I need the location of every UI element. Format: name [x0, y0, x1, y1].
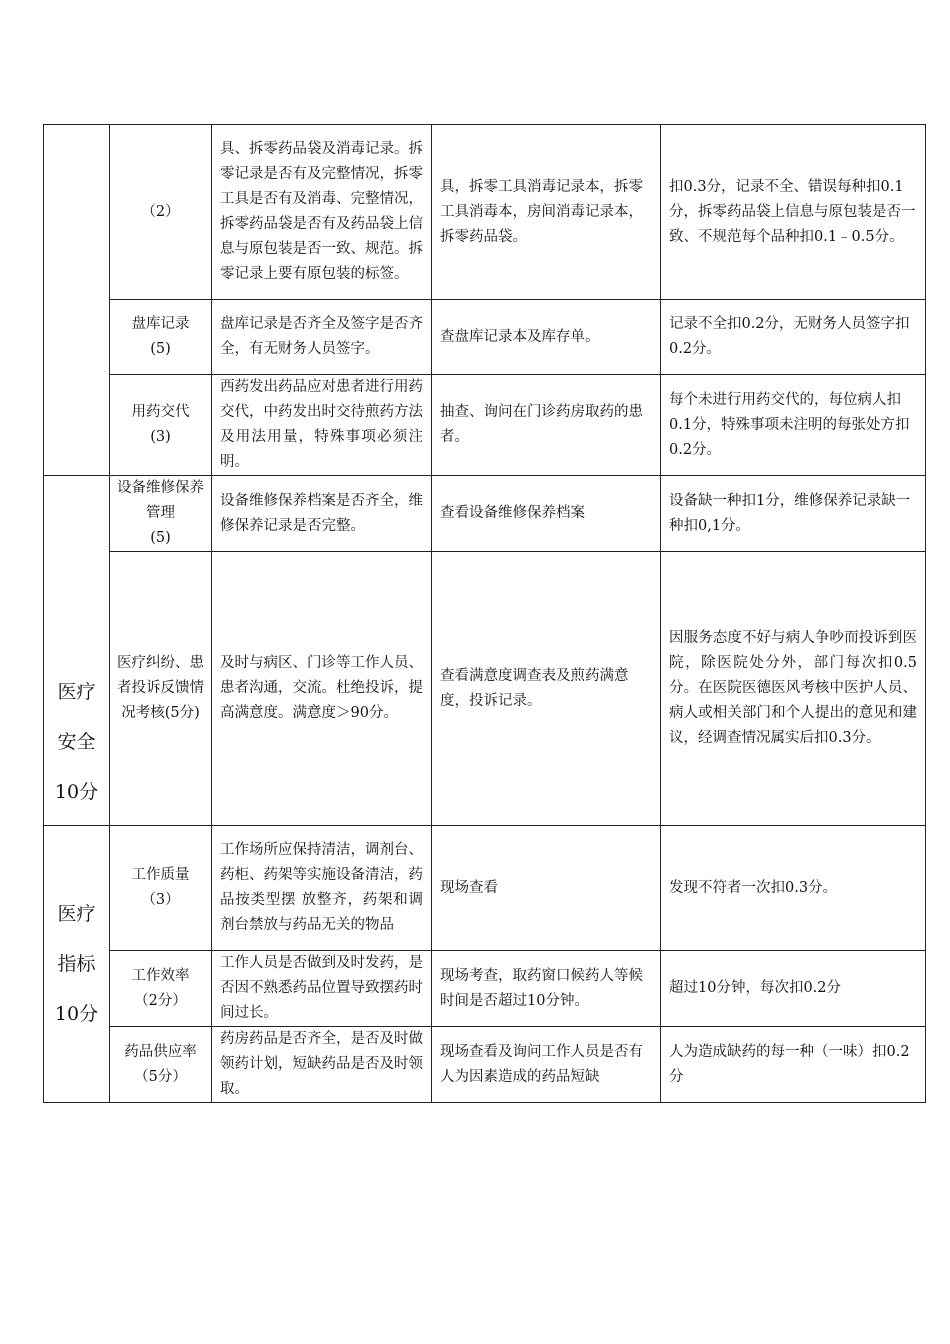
- table-row: [44, 951, 926, 1027]
- method-cell: 查盘库记录本及库存单。: [432, 300, 661, 375]
- content-cell: 药房药品是否齐全，是否及时做领药计划，短缺药品是否及时领取。: [212, 1027, 432, 1103]
- table-row: [44, 375, 926, 476]
- item-cell: 工作效率 （2分）: [110, 951, 212, 1027]
- content-cell: 盘库记录是否齐全及签字是否齐全，有无财务人员签字。: [212, 300, 432, 375]
- item-cell: 用药交代 (3): [110, 375, 212, 476]
- table-row: [44, 300, 926, 375]
- deduction-cell: 发现不符者一次扣0.3分。: [661, 826, 926, 951]
- evaluation-table: [43, 124, 926, 1103]
- item-cell: 药品供应率 （5分）: [110, 1027, 212, 1103]
- content-cell: 具、拆零药品袋及消毒记录。拆零记录是否有及完整情况，拆零工具是否有及消毒、完整情况，拆零药品袋是否有及药品袋上信息与原包装是否一致、规范。拆零记录上要有原包装的标签。: [212, 125, 432, 300]
- table-row: [44, 1027, 926, 1103]
- content-cell: 工作场所应保持清洁，调剂台、药柜、药架等实施设备清洁，药品按类型摆 放整齐，药架和调剂台禁放与药品无关的物品: [212, 826, 432, 951]
- content-cell: 及时与病区、门诊等工作人员、患者沟通，交流。杜绝投诉，提高满意度。满意度＞90分。: [212, 552, 432, 826]
- table-row: [44, 125, 926, 300]
- method-cell: 现场考查，取药窗口候药人等候时间是否超过10分钟。: [432, 951, 661, 1027]
- table-row: [44, 826, 926, 951]
- table-row: [44, 552, 926, 826]
- item-cell: 盘库记录 (5): [110, 300, 212, 375]
- deduction-cell: 记录不全扣0.2分，无财务人员签字扣0.2分。: [661, 300, 926, 375]
- method-cell: 查看设备维修保养档案: [432, 476, 661, 552]
- category-cell-indicators: 医疗 指标 10分: [44, 826, 110, 1103]
- deduction-cell: 设备缺一种扣1分，维修保养记录缺一种扣0,1分。: [661, 476, 926, 552]
- deduction-cell: 人为造成缺药的每一种（一味）扣0.2分: [661, 1027, 926, 1103]
- table-row: [44, 476, 926, 552]
- deduction-cell: 因服务态度不好与病人争吵而投诉到医院，除医院处分外，部门每次扣0.5分。在医院医德医风考核中医护人员、病人或相关部门和个人提出的意见和建议，经调查情况属实后扣0.3分。: [661, 552, 926, 826]
- content-cell: 设备维修保养档案是否齐全，维修保养记录是否完整。: [212, 476, 432, 552]
- method-cell: 现场查看及询问工作人员是否有人为因素造成的药品短缺: [432, 1027, 661, 1103]
- deduction-cell: 扣0.3分，记录不全、错误每种扣0.1分，拆零药品袋上信息与原包装是否一致、不规范每个品种扣0.1﹣0.5分。: [661, 125, 926, 300]
- item-cell: （2）: [110, 125, 212, 300]
- deduction-cell: 每个未进行用药交代的，每位病人扣0.1分，特殊事项未注明的每张处方扣0.2分。: [661, 375, 926, 476]
- item-cell: 设备维修保养管理 (5): [110, 476, 212, 552]
- content-cell: 工作人员是否做到及时发药，是否因不熟悉药品位置导致摆药时间过长。: [212, 951, 432, 1027]
- content-cell: 西药发出药品应对患者进行用药交代，中药发出时交待煎药方法及用法用量，特殊事项必须注明。: [212, 375, 432, 476]
- deduction-cell: 超过10分钟，每次扣0.2分: [661, 951, 926, 1027]
- method-cell: 抽查、询问在门诊药房取药的患者。: [432, 375, 661, 476]
- method-cell: 具，拆零工具消毒记录本，拆零工具消毒本，房间消毒记录本，拆零药品袋。: [432, 125, 661, 300]
- category-cell-safety: 医疗 安全 10分: [44, 476, 110, 826]
- item-cell: 工作质量 （3）: [110, 826, 212, 951]
- category-cell-empty: [44, 125, 110, 476]
- item-cell: 医疗纠纷、患者投诉反馈情况考核(5分): [110, 552, 212, 826]
- method-cell: 查看满意度调查表及煎药满意度，投诉记录。: [432, 552, 661, 826]
- method-cell: 现场查看: [432, 826, 661, 951]
